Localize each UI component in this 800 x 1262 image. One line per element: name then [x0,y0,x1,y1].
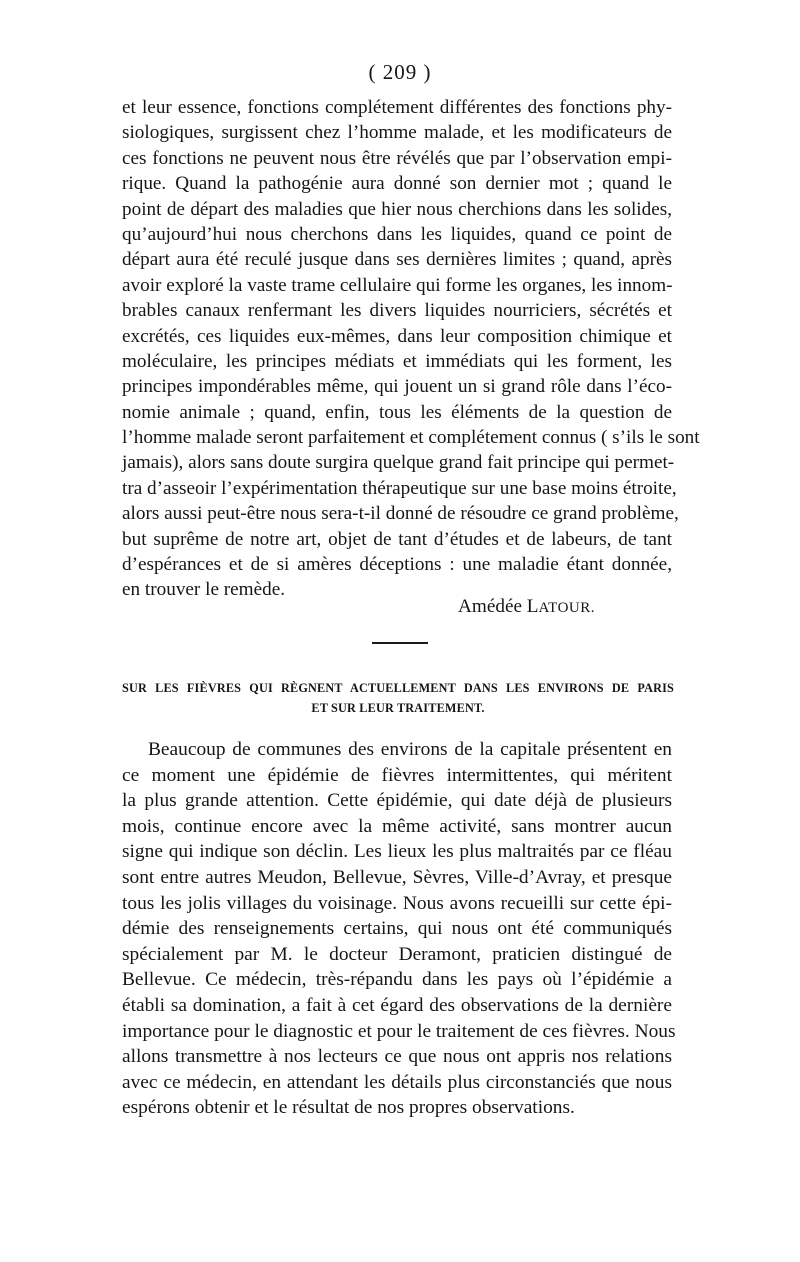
text-line: en trouver le remède. [122,579,286,601]
heading-line-1: SUR LES FIÈVRES QUI RÈGNENT ACTUELLEMENT DANS LES ENVIRONS DE PARIS [122,681,674,695]
text-line: importance pour le diagnostic et pour le traitement de ces fièvres. Nous [122,1020,676,1042]
text-line: jamais), alors sans doute surgira quelque grand fait principe qui permet- [122,452,675,474]
author-last-name: ATOUR. [538,600,595,616]
text-line: et leur essence, fonctions complétement différentes des fonctions phy- [122,97,672,118]
text-line: d’espérances et de si amères déceptions : une maladie étant donnée, [122,554,672,576]
text-line: excrétés, ces liquides eux-mêmes, dans leur composition chimique et [122,325,672,347]
text-line: Bellevue. Ce médecin, très-répandu dans les pays où l’épidémie a [122,969,672,991]
text-line: la plus grande attention. Cette épidémie, qui date déjà de plusieurs [122,790,672,812]
author-first-name: Amédée [458,596,527,617]
text-line: mois, continue encore avec la même activité, sans montrer aucun [122,815,672,837]
text-line: moléculaire, les principes médiats et immédiats qui les forment, les [122,350,672,372]
text-line: siologiques, surgissent chez l’homme malade, et les modificateurs de [122,122,672,144]
article-heading [122,678,674,718]
text-line: rique. Quand la pathogénie aura donné son dernier mot ; quand le [122,173,672,195]
text-line: avoir exploré la vaste trame cellulaire qui forme les organes, les innom- [122,274,673,296]
section-divider [372,642,428,644]
text-line: point de départ des maladies que hier nous cherchions dans les solides, [122,198,672,220]
text-line: l’homme malade seront parfaitement et complétement connus ( s’ils le sont [122,427,700,449]
text-line: sont entre autres Meudon, Bellevue, Sèvres, Ville-d’Avray, et presque [122,866,672,888]
text-line: Beaucoup de communes des environs de la capitale présentent en [148,739,672,760]
text-line: ces fonctions ne peuvent nous être révélés que par l’observation empi- [122,147,672,169]
text-line: démie des renseignements certains, qui nous ont été communiqués [122,918,672,940]
article-body [122,737,676,1121]
page-number: ( 209 ) [368,60,432,84]
text-line: établi sa domination, a fait à cet égard des observations de la dernière [122,994,672,1016]
author-signature [0,594,595,621]
author-last-initial: L [526,596,539,617]
text-line: départ aura été reculé jusque dans ses dernières limites ; quand, après [122,249,672,271]
paragraph-continued [122,95,700,603]
text-line: allons transmettre à nos lecteurs ce que nous ont appris nos relations [122,1046,672,1068]
text-line: ce moment une épidémie de fièvres intermittentes, qui méritent [122,764,672,786]
text-line: brables canaux renfermant les divers liquides nourriciers, sécrétés et [122,300,672,322]
text-line: espérons obtenir et le résultat de nos propres observations. [122,1097,575,1119]
text-line: tous les jolis villages du voisinage. Nous avons recueilli sur cette épi- [122,892,672,914]
heading-line-2: ET SUR LEUR TRAITEMENT. [311,701,485,715]
text-line: nomie animale ; quand, enfin, tous les éléments de la question de [122,401,672,423]
text-line: signe qui indique son déclin. Les lieux les plus maltraités par ce fléau [122,841,672,863]
text-line: but suprême de notre art, objet de tant d’études et de labeurs, de tant [122,528,672,550]
text-line: tra d’asseoir l’expérimentation thérapeutique sur une base moins étroite, [122,477,677,499]
text-line: qu’aujourd’hui nous cherchons dans les liquides, quand ce point de [122,223,672,245]
text-line: avec ce médecin, en attendant les détails plus circonstanciés que nous [122,1071,672,1093]
text-line: principes impondérables même, qui jouent un si grand rôle dans l’éco- [122,376,672,398]
text-line: alors aussi peut-être nous sera-t-il donné de résoudre ce grand problème, [122,503,679,525]
text-line: spécialement par M. le docteur Deramont, praticien distingué de [122,943,672,965]
